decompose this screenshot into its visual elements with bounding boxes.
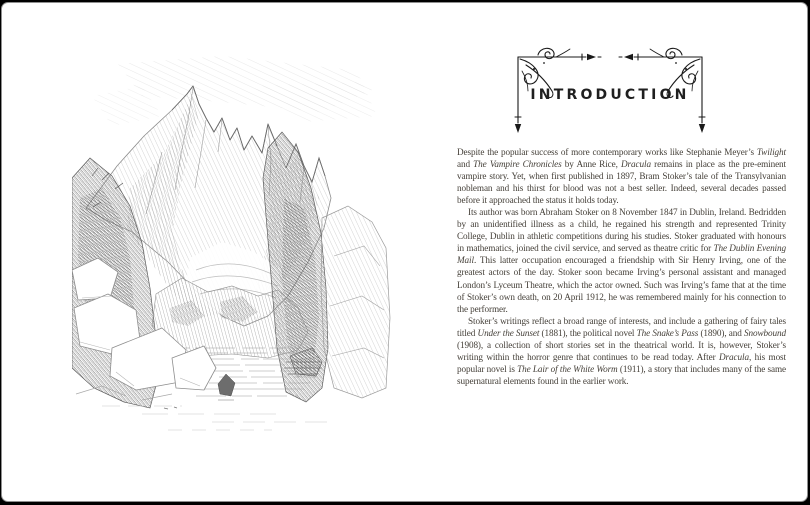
left-page bbox=[0, 0, 405, 500]
introduction-text bbox=[457, 146, 786, 387]
intro-paragraph-1: Despite the popular success of more contemporary works like Stephanie Meyer’s Twilight and The Vampire Chronicles by Anne Rice, Dracula remains in place as the pre-eminent vampire story. Yet, when first published in 1897, Bram Stoker’s tale of the Transylvanian nobleman and his thirst for blood was not a best seller. Indeed, several decades passed before it approached the status it holds today. bbox=[457, 147, 786, 206]
intro-paragraph-3: Stoker’s writings reflect a broad range of interests, and include a gathering of fairy tales titled Under the Sunset (1881), the political novel The Snake’s Pass (1890), and Snowbound (1908), a collection of short stories set in the theatrical world. It is, however, Stoker’s writing within the horror genre that continues to be read today. After Dracula, his most popular novel is The Lair of the White Worm (1911), a story that includes many of the same supernatural elements found in the earlier work. bbox=[457, 315, 786, 386]
page-title: INTRODUCTION bbox=[530, 87, 690, 103]
intro-paragraph-2: Its author was born Abraham Stoker on 8 November 1847 in Dublin, Ireland. Bedridden by an unidentified illness as a child, he regained his strength and represented Trinity College, Dublin in athletic competitions during his studies. Stoker graduated with honours in mathematics, joined the civil service, and served as theatre critic for The Dublin Evening Mail. This latter occupation encouraged a friendship with Sir Henry Irving, one of the greatest actors of the day. Stoker soon became Irving’s personal assistant and managed London’s Lyceum Theatre, which the actor owned. Such was Irving’s fame that at the time of Stoker’s own death, on 20 April 1912, he was remembered mainly for his connection to the performer. bbox=[457, 207, 786, 314]
right-page bbox=[405, 0, 808, 500]
gorge-engraving-illustration bbox=[72, 56, 392, 446]
